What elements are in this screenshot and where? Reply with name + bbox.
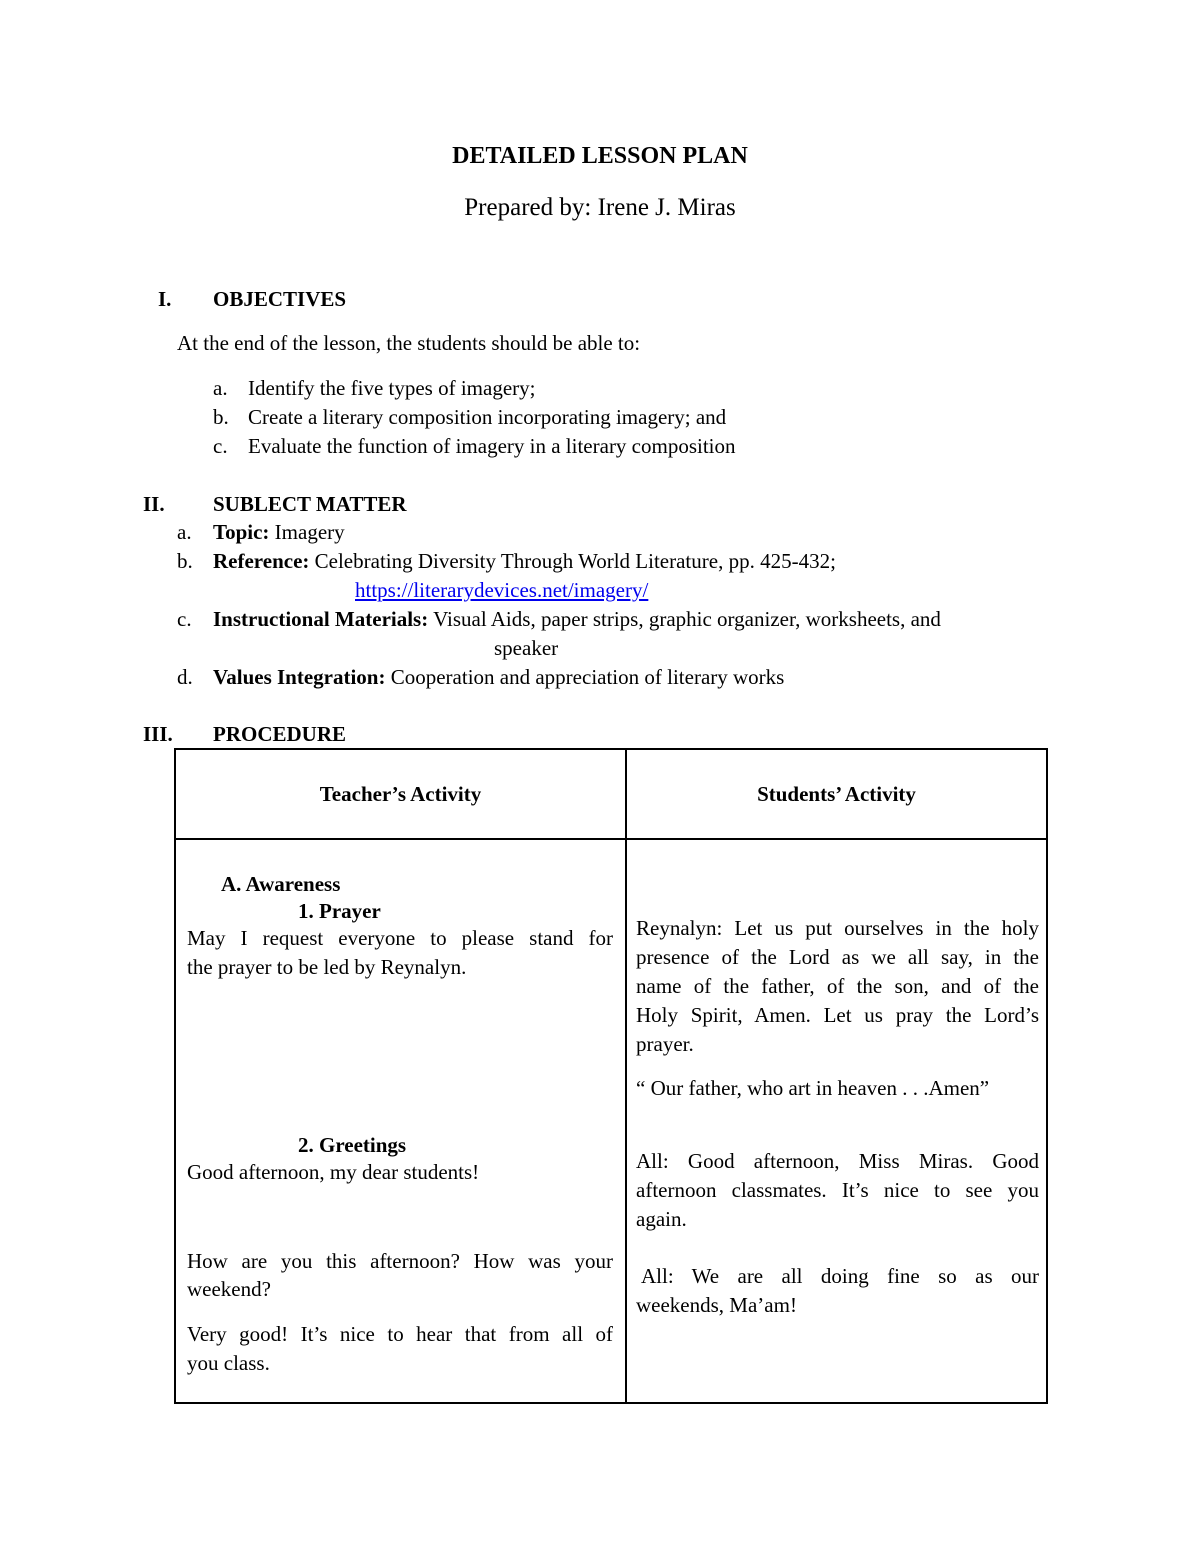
- prayer-student-line: Reynalyn: Let us put ourselves in the holy: [636, 916, 1039, 940]
- prayer-student-line: prayer.: [636, 1032, 694, 1056]
- prayer-student-line: name of the father, of the son, and of the: [636, 974, 1039, 998]
- section-heading-objectives: OBJECTIVES: [213, 287, 347, 311]
- greet-student-line: All: Good afternoon, Miss Miras. Good: [636, 1149, 1039, 1173]
- greet-teacher: Good afternoon, my dear students!: [187, 1160, 480, 1184]
- students-activity-cell: [626, 839, 1047, 1403]
- section-number-procedure: III.: [143, 722, 173, 746]
- good-teacher-line: Very good! It’s nice to hear that from all of: [187, 1322, 613, 1346]
- objective-text: Evaluate the function of imagery in a literary composition: [248, 434, 736, 458]
- teacher-activity-cell: [175, 839, 626, 1403]
- subject-letter: a.: [177, 520, 192, 544]
- subject-values: [213, 665, 784, 690]
- topic-label: Topic:: [213, 520, 270, 544]
- section-number-objectives: I.: [158, 287, 172, 311]
- subject-letter: d.: [177, 665, 193, 689]
- column-header-students: Students’ Activity: [626, 749, 1047, 839]
- prayer-teacher-line: May I request everyone to please stand for: [187, 926, 613, 950]
- materials-value: Visual Aids, paper strips, graphic organizer, worksheets, and: [433, 607, 941, 631]
- how-teacher-line: How are you this afternoon? How was your: [187, 1249, 613, 1273]
- materials-value-cont: speaker: [494, 636, 559, 660]
- subject-letter: c.: [177, 607, 192, 631]
- topic-value: Imagery: [274, 520, 345, 544]
- values-label: Values Integration:: [213, 665, 386, 689]
- how-student-line: weekends, Ma’am!: [636, 1293, 797, 1317]
- procedure-table: [174, 748, 1048, 1404]
- objective-text: Identify the five types of imagery;: [248, 376, 536, 400]
- how-student-line: All: We are all doing fine so as our: [641, 1264, 1039, 1288]
- good-teacher-line: you class.: [187, 1351, 270, 1375]
- reference-value: Celebrating Diversity Through World Literature, pp. 425-432;: [314, 549, 836, 573]
- prepared-by: Prepared by: Irene J. Miras: [464, 194, 736, 221]
- prayer-student-line: presence of the Lord as we all say, in the: [636, 945, 1039, 969]
- objective-text: Create a literary composition incorporating imagery; and: [248, 405, 727, 429]
- section-heading-procedure: PROCEDURE: [213, 722, 347, 746]
- objectives-intro: At the end of the lesson, the students should be able to:: [177, 331, 641, 355]
- column-header-teacher: Teacher’s Activity: [175, 749, 626, 839]
- greetings-heading: 2. Greetings: [298, 1133, 407, 1157]
- reference-label: Reference:: [213, 549, 310, 573]
- materials-label: Instructional Materials:: [213, 607, 429, 631]
- greet-student-line: afternoon classmates. It’s nice to see you: [636, 1178, 1039, 1202]
- values-value: Cooperation and appreciation of literary works: [390, 665, 785, 689]
- objective-letter: c.: [213, 434, 228, 458]
- subject-letter: b.: [177, 549, 193, 573]
- page-title: DETAILED LESSON PLAN: [452, 143, 748, 169]
- reference-link[interactable]: https://literarydevices.net/imagery/: [355, 578, 649, 602]
- subject-topic: [213, 520, 345, 545]
- prayer-quote: “ Our father, who art in heaven . . .Amen”: [636, 1076, 990, 1100]
- prayer-student-line: Holy Spirit, Amen. Let us pray the Lord’s: [636, 1003, 1039, 1027]
- greet-student-line: again.: [636, 1207, 687, 1231]
- prayer-teacher-line: the prayer to be led by Reynalyn.: [187, 955, 467, 979]
- how-teacher-line: weekend?: [187, 1277, 271, 1301]
- section-number-subject: II.: [143, 492, 165, 516]
- subject-reference: [213, 549, 836, 574]
- subject-materials: [213, 607, 941, 632]
- section-heading-subject: SUBLECT MATTER: [213, 492, 407, 516]
- objective-letter: a.: [213, 376, 228, 400]
- awareness-heading: A. Awareness: [221, 872, 341, 896]
- prayer-heading: 1. Prayer: [298, 899, 381, 923]
- objective-letter: b.: [213, 405, 229, 429]
